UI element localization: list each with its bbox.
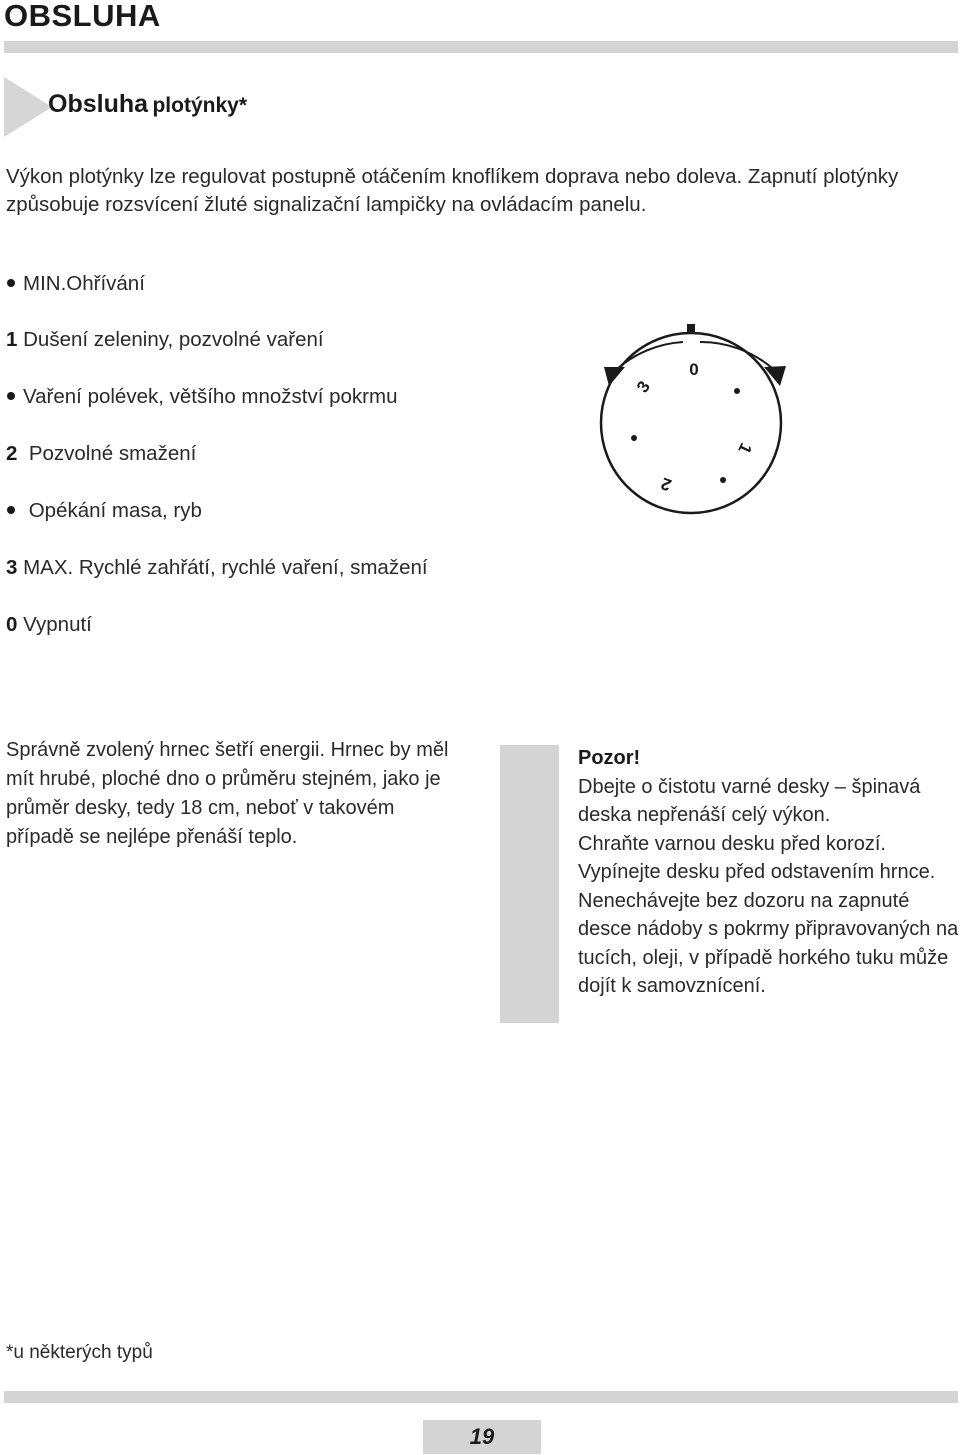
section-title-sub: plotýnky* bbox=[152, 94, 247, 117]
section-title-main: Obsluha bbox=[48, 90, 149, 118]
warning-line: Dbejte o čistotu varné desky – špinavá deska nepřenáší celý výkon. bbox=[578, 775, 921, 826]
setting-marker: 2 bbox=[6, 442, 18, 465]
knob-dot-icon bbox=[720, 477, 726, 483]
setting-text: Pozvolné smažení bbox=[28, 442, 197, 465]
energy-note: Správně zvolený hrnec šetří energii. Hrnec by měl mít hrubé, ploché dno o průměru stejném, jako je průměr desky, tedy 18 cm, neboť v takovém případě se nejlépe přenáší teplo. bbox=[6, 739, 449, 848]
warning-line: Vypínejte desku před odstavením hrnce. bbox=[578, 861, 936, 883]
setting-text: Dušení zeleniny, pozvolné vaření bbox=[23, 328, 324, 351]
setting-item bbox=[6, 383, 398, 411]
section-triangle-icon bbox=[4, 77, 52, 137]
rotate-left-arc bbox=[616, 342, 683, 370]
knob-label-2: 2 bbox=[658, 473, 674, 495]
page-number: 19 bbox=[469, 1424, 495, 1449]
footer-divider bbox=[4, 1391, 958, 1403]
setting-marker: 3 bbox=[6, 556, 18, 579]
warning-sidebar-bar bbox=[500, 745, 559, 1023]
bullet-icon bbox=[7, 392, 15, 400]
bullet-icon bbox=[7, 279, 15, 287]
setting-item bbox=[6, 554, 428, 582]
warning-line: Chraňte varnou desku před korozí. bbox=[578, 832, 886, 855]
warning-box bbox=[578, 744, 960, 1001]
knob-label-0: 0 bbox=[689, 360, 699, 379]
setting-item bbox=[6, 270, 145, 298]
bullet-icon bbox=[7, 506, 15, 514]
setting-text: Vypnutí bbox=[23, 613, 92, 636]
knob-label-1: 1 bbox=[734, 440, 756, 457]
knob-label-3: 3 bbox=[632, 377, 654, 397]
control-knob-diagram bbox=[590, 300, 810, 530]
header-divider bbox=[4, 41, 958, 53]
setting-item bbox=[6, 611, 92, 639]
footnote: *u některých typů bbox=[6, 1342, 153, 1363]
setting-text: MIN.Ohřívání bbox=[23, 272, 145, 295]
warning-line: Nenechávejte bez dozoru na zapnuté desce nádoby s pokrmy připravovaných na tucích, oleji, v případě horkého tuku může dojít k samovznícení. bbox=[578, 889, 959, 997]
intro-paragraph: Výkon plotýnky lze regulovat postupně otáčením knoflíkem doprava nebo doleva. Zapnutí plotýnky způsobuje rozsvícení žluté signalizační lampičky na ovládacím panelu. bbox=[6, 165, 899, 216]
knob-dot-icon bbox=[734, 388, 740, 394]
setting-text: Vaření polévek, většího množství pokrmu bbox=[23, 385, 398, 408]
setting-text: Opékání masa, ryb bbox=[28, 499, 202, 522]
section-title bbox=[48, 90, 247, 119]
setting-text: MAX. Rychlé zahřátí, rychlé vaření, smažení bbox=[23, 556, 428, 579]
setting-item bbox=[6, 440, 196, 468]
setting-item bbox=[6, 497, 202, 525]
page-title: OBSLUHA bbox=[4, 0, 161, 33]
warning-heading: Pozor! bbox=[578, 747, 641, 769]
knob-dot-icon bbox=[631, 435, 637, 441]
setting-marker: 0 bbox=[6, 613, 18, 636]
setting-item bbox=[6, 326, 324, 354]
knob-indicator-mark bbox=[687, 324, 695, 333]
setting-marker: 1 bbox=[6, 328, 18, 351]
arrow-left-icon bbox=[604, 367, 625, 386]
